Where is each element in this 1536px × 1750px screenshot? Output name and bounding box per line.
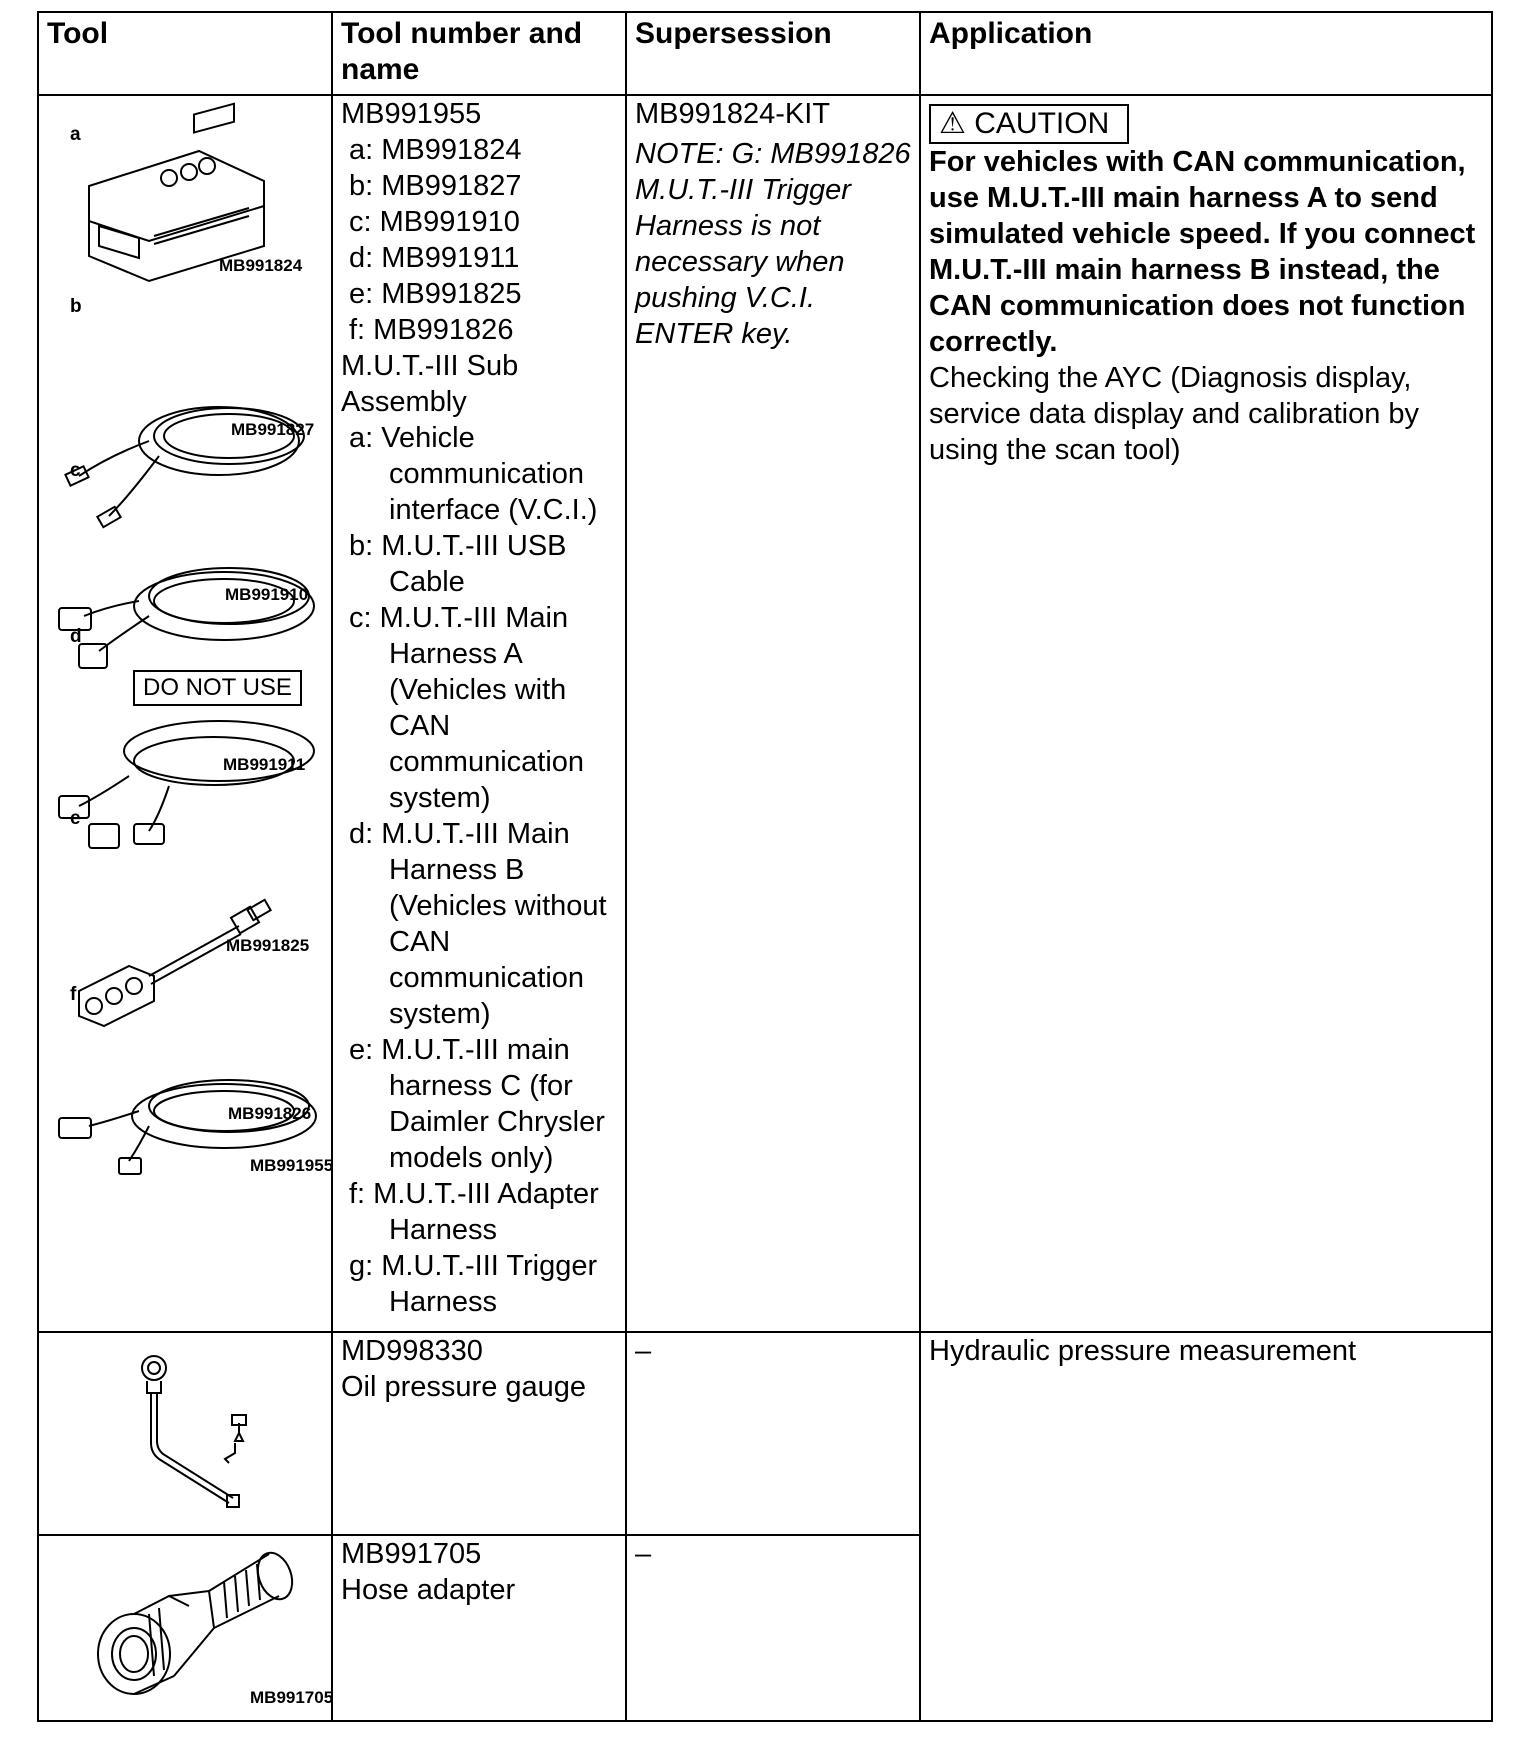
figure-label: MB991826 <box>228 1104 312 1123</box>
application-cell <box>920 95 1492 1332</box>
header-tool-number: Tool number and name <box>332 12 626 95</box>
header-supersession: Supersession <box>626 12 920 95</box>
figure-label: MB991910 <box>225 585 309 604</box>
warning-triangle-icon: ⚠ <box>939 107 966 140</box>
figure-label: MB991955 <box>250 1156 334 1175</box>
supersession-value: – <box>635 1335 652 1367</box>
sub-item: b: M.U.T.-III USB Cable <box>349 530 567 598</box>
header-application: Application <box>920 12 1492 95</box>
figure-label: MB991911 <box>223 755 306 774</box>
main-harness-c-icon <box>79 900 271 1026</box>
figure-label: MB991827 <box>231 420 315 439</box>
figure-letter-f: f <box>70 984 77 1005</box>
figure-letter-b: b <box>70 296 82 317</box>
tool-number: MB991705 <box>341 1538 482 1570</box>
tool-number-cell <box>332 95 626 1332</box>
table-row <box>38 1332 1492 1535</box>
tool-number-line: b: MB991827 <box>349 170 522 202</box>
supersession-cell <box>626 1535 920 1721</box>
tool-number-line: c: MB991910 <box>349 206 520 238</box>
sub-item: c: M.U.T.-III Main Harness A (Vehicles with CAN communication system) <box>349 602 585 814</box>
tool-number-cell <box>332 1535 626 1721</box>
tool-number-line: M.U.T.-III Sub <box>341 350 519 382</box>
supersession-value: – <box>635 1538 652 1570</box>
sub-item: a: Vehicle communication interface (V.C.I.) <box>349 422 598 526</box>
tool-name: Oil pressure gauge <box>341 1371 587 1403</box>
tool-illustration-cell <box>38 95 332 1332</box>
caution-text: For vehicles with CAN communication, use M.U.T.-III main harness A to send simulated vehicle speed. If you connect M.U.T.-III main harness B instead, the CAN communication does not function correctly. <box>929 146 1476 358</box>
figure-letter-e: e <box>70 808 81 829</box>
sub-item: g: M.U.T.-III Trigger Harness <box>349 1250 598 1318</box>
tool-number-line: d: MB991911 <box>349 242 520 274</box>
application-text: Checking the AYC (Diagnosis display, service data display and calibration by using the scan tool) <box>929 362 1420 466</box>
tool-number-line: a: MB991824 <box>349 134 522 166</box>
figure-letter-d: d <box>70 626 82 647</box>
oil-pressure-gauge-icon <box>39 1333 333 1529</box>
sub-item: f: M.U.T.-III Adapter Harness <box>349 1178 599 1246</box>
supersession-cell <box>626 1332 920 1535</box>
tool-illustration-cell <box>38 1332 332 1535</box>
tool-number-line: e: MB991825 <box>349 278 522 310</box>
mut3-kit-drawing <box>39 96 333 1331</box>
figure-label: MB991705 <box>250 1688 334 1707</box>
application-cell <box>920 1332 1492 1721</box>
figure-label: MB991824 <box>219 256 303 275</box>
tool-name: Hose adapter <box>341 1574 516 1606</box>
tool-number-cell <box>332 1332 626 1535</box>
special-tools-table <box>37 11 1493 1722</box>
caution-box <box>929 104 1129 144</box>
figure-letter-c: c <box>70 460 81 481</box>
application-text: Hydraulic pressure measurement <box>929 1335 1357 1367</box>
do-not-use-label: DO NOT USE <box>133 670 302 706</box>
supersession-value: MB991824-KIT <box>635 98 831 130</box>
tool-number-line: Assembly <box>341 386 467 418</box>
tool-number: MD998330 <box>341 1335 483 1367</box>
figure-label: MB991825 <box>226 936 310 955</box>
tool-number-line: f: MB991826 <box>349 314 514 346</box>
table-row <box>38 95 1492 1332</box>
sub-item: d: M.U.T.-III Main Harness B (Vehicles without CAN communication system) <box>349 818 607 1030</box>
note-text: NOTE: G: MB991826 M.U.T.-III Trigger Harness is not necessary when pushing V.C.I. ENTER key. <box>635 138 911 350</box>
vci-device-icon <box>89 104 264 281</box>
figure-letter-a: a <box>70 124 81 145</box>
caution-label: CAUTION <box>974 107 1110 140</box>
supersession-cell <box>626 95 920 1332</box>
header-row <box>38 12 1492 95</box>
main-harness-b-icon <box>59 721 314 848</box>
sub-item: e: M.U.T.-III main harness C (for Daimler Chrysler models only) <box>349 1034 605 1174</box>
mut3-kit-illustration <box>39 96 334 1331</box>
tool-number-line: MB991955 <box>341 98 482 130</box>
hose-adapter-illustration <box>39 1536 334 1720</box>
tool-illustration-cell <box>38 1535 332 1721</box>
header-tool: Tool <box>38 12 332 95</box>
main-harness-a-icon <box>59 568 314 668</box>
